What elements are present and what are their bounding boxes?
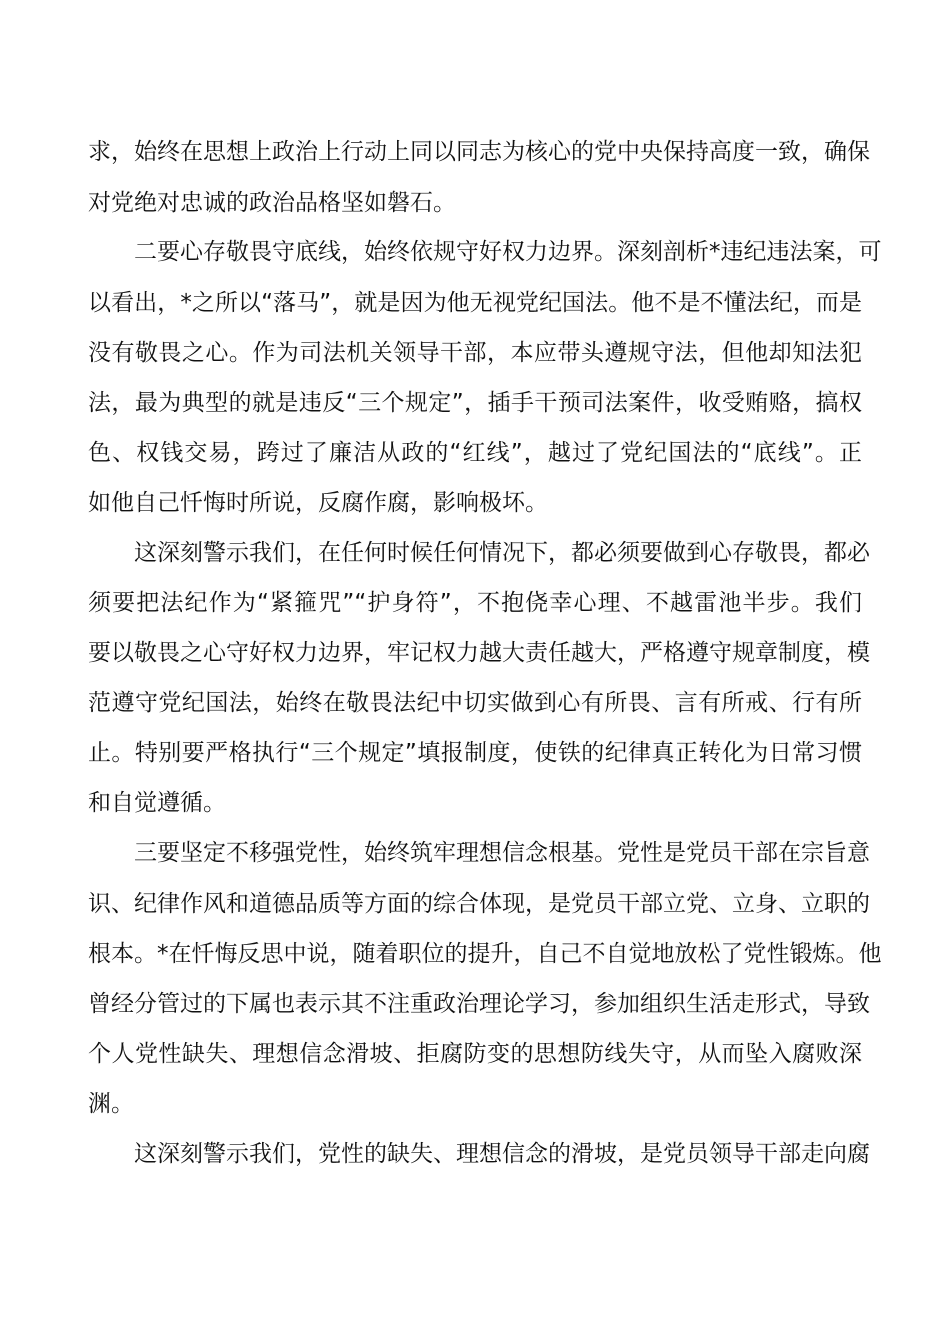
text-line: 法，最为典型的就是违反“三个规定”，插手干预司法案件，收受贿赂，搞权 <box>88 390 862 416</box>
text-line: 和自觉遵循。 <box>88 790 226 816</box>
text-line: 识、纪律作风和道德品质等方面的综合体现，是党员干部立党、立身、立职的 <box>88 891 870 917</box>
text-line: 二要心存敬畏守底线，始终依规守好权力边界。深刻剖析*违纪违法案，可 <box>88 239 882 265</box>
text-line: 色、权钱交易，跨过了廉洁从政的“红线”，越过了党纪国法的“底线”。正 <box>88 440 862 466</box>
text-line: 要以敬畏之心守好权力边界，牢记权力越大责任越大，严格遵守规章制度，模 <box>88 640 870 666</box>
text-line: 没有敬畏之心。作为司法机关领导干部，本应带头遵规守法，但他却知法犯 <box>88 340 862 366</box>
text-line: 如他自己忏悔时所说，反腐作腐，影响极坏。 <box>88 490 548 516</box>
text-line: 根本。*在忏悔反思中说，随着职位的提升，自己不自觉地放松了党性锻炼。他 <box>88 941 882 967</box>
text-line: 这深刻警示我们，党性的缺失、理想信念的滑坡，是党员领导干部走向腐 <box>88 1141 870 1167</box>
text-line: 范遵守党纪国法，始终在敬畏法纪中切实做到心有所畏、言有所戒、行有所 <box>88 690 862 716</box>
text-line: 曾经分管过的下属也表示其不注重政治理论学习，参加组织生活走形式，导致 <box>88 991 870 1017</box>
text-line: 这深刻警示我们，在任何时候任何情况下，都必须要做到心存敬畏，都必 <box>88 540 870 566</box>
text-line: 个人党性缺失、理想信念滑坡、拒腐防变的思想防线失守，从而坠入腐败深 <box>88 1041 862 1067</box>
text-line: 三要坚定不移强党性，始终筑牢理想信念根基。党性是党员干部在宗旨意 <box>88 840 870 866</box>
text-line: 止。特别要严格执行“三个规定”填报制度，使铁的纪律真正转化为日常习惯 <box>88 740 862 766</box>
text-line: 渊。 <box>88 1091 134 1117</box>
text-line: 以看出，*之所以“落马”，就是因为他无视党纪国法。他不是不懂法纪，而是 <box>88 290 862 316</box>
text-line: 求，始终在思想上政治上行动上同以同志为核心的党中央保持高度一致，确保 <box>88 139 870 165</box>
text-line: 须要把法纪作为“紧箍咒”“护身符”，不抱侥幸心理、不越雷池半步。我们 <box>88 590 862 616</box>
text-line: 对党绝对忠诚的政治品格坚如磐石。 <box>88 190 456 216</box>
